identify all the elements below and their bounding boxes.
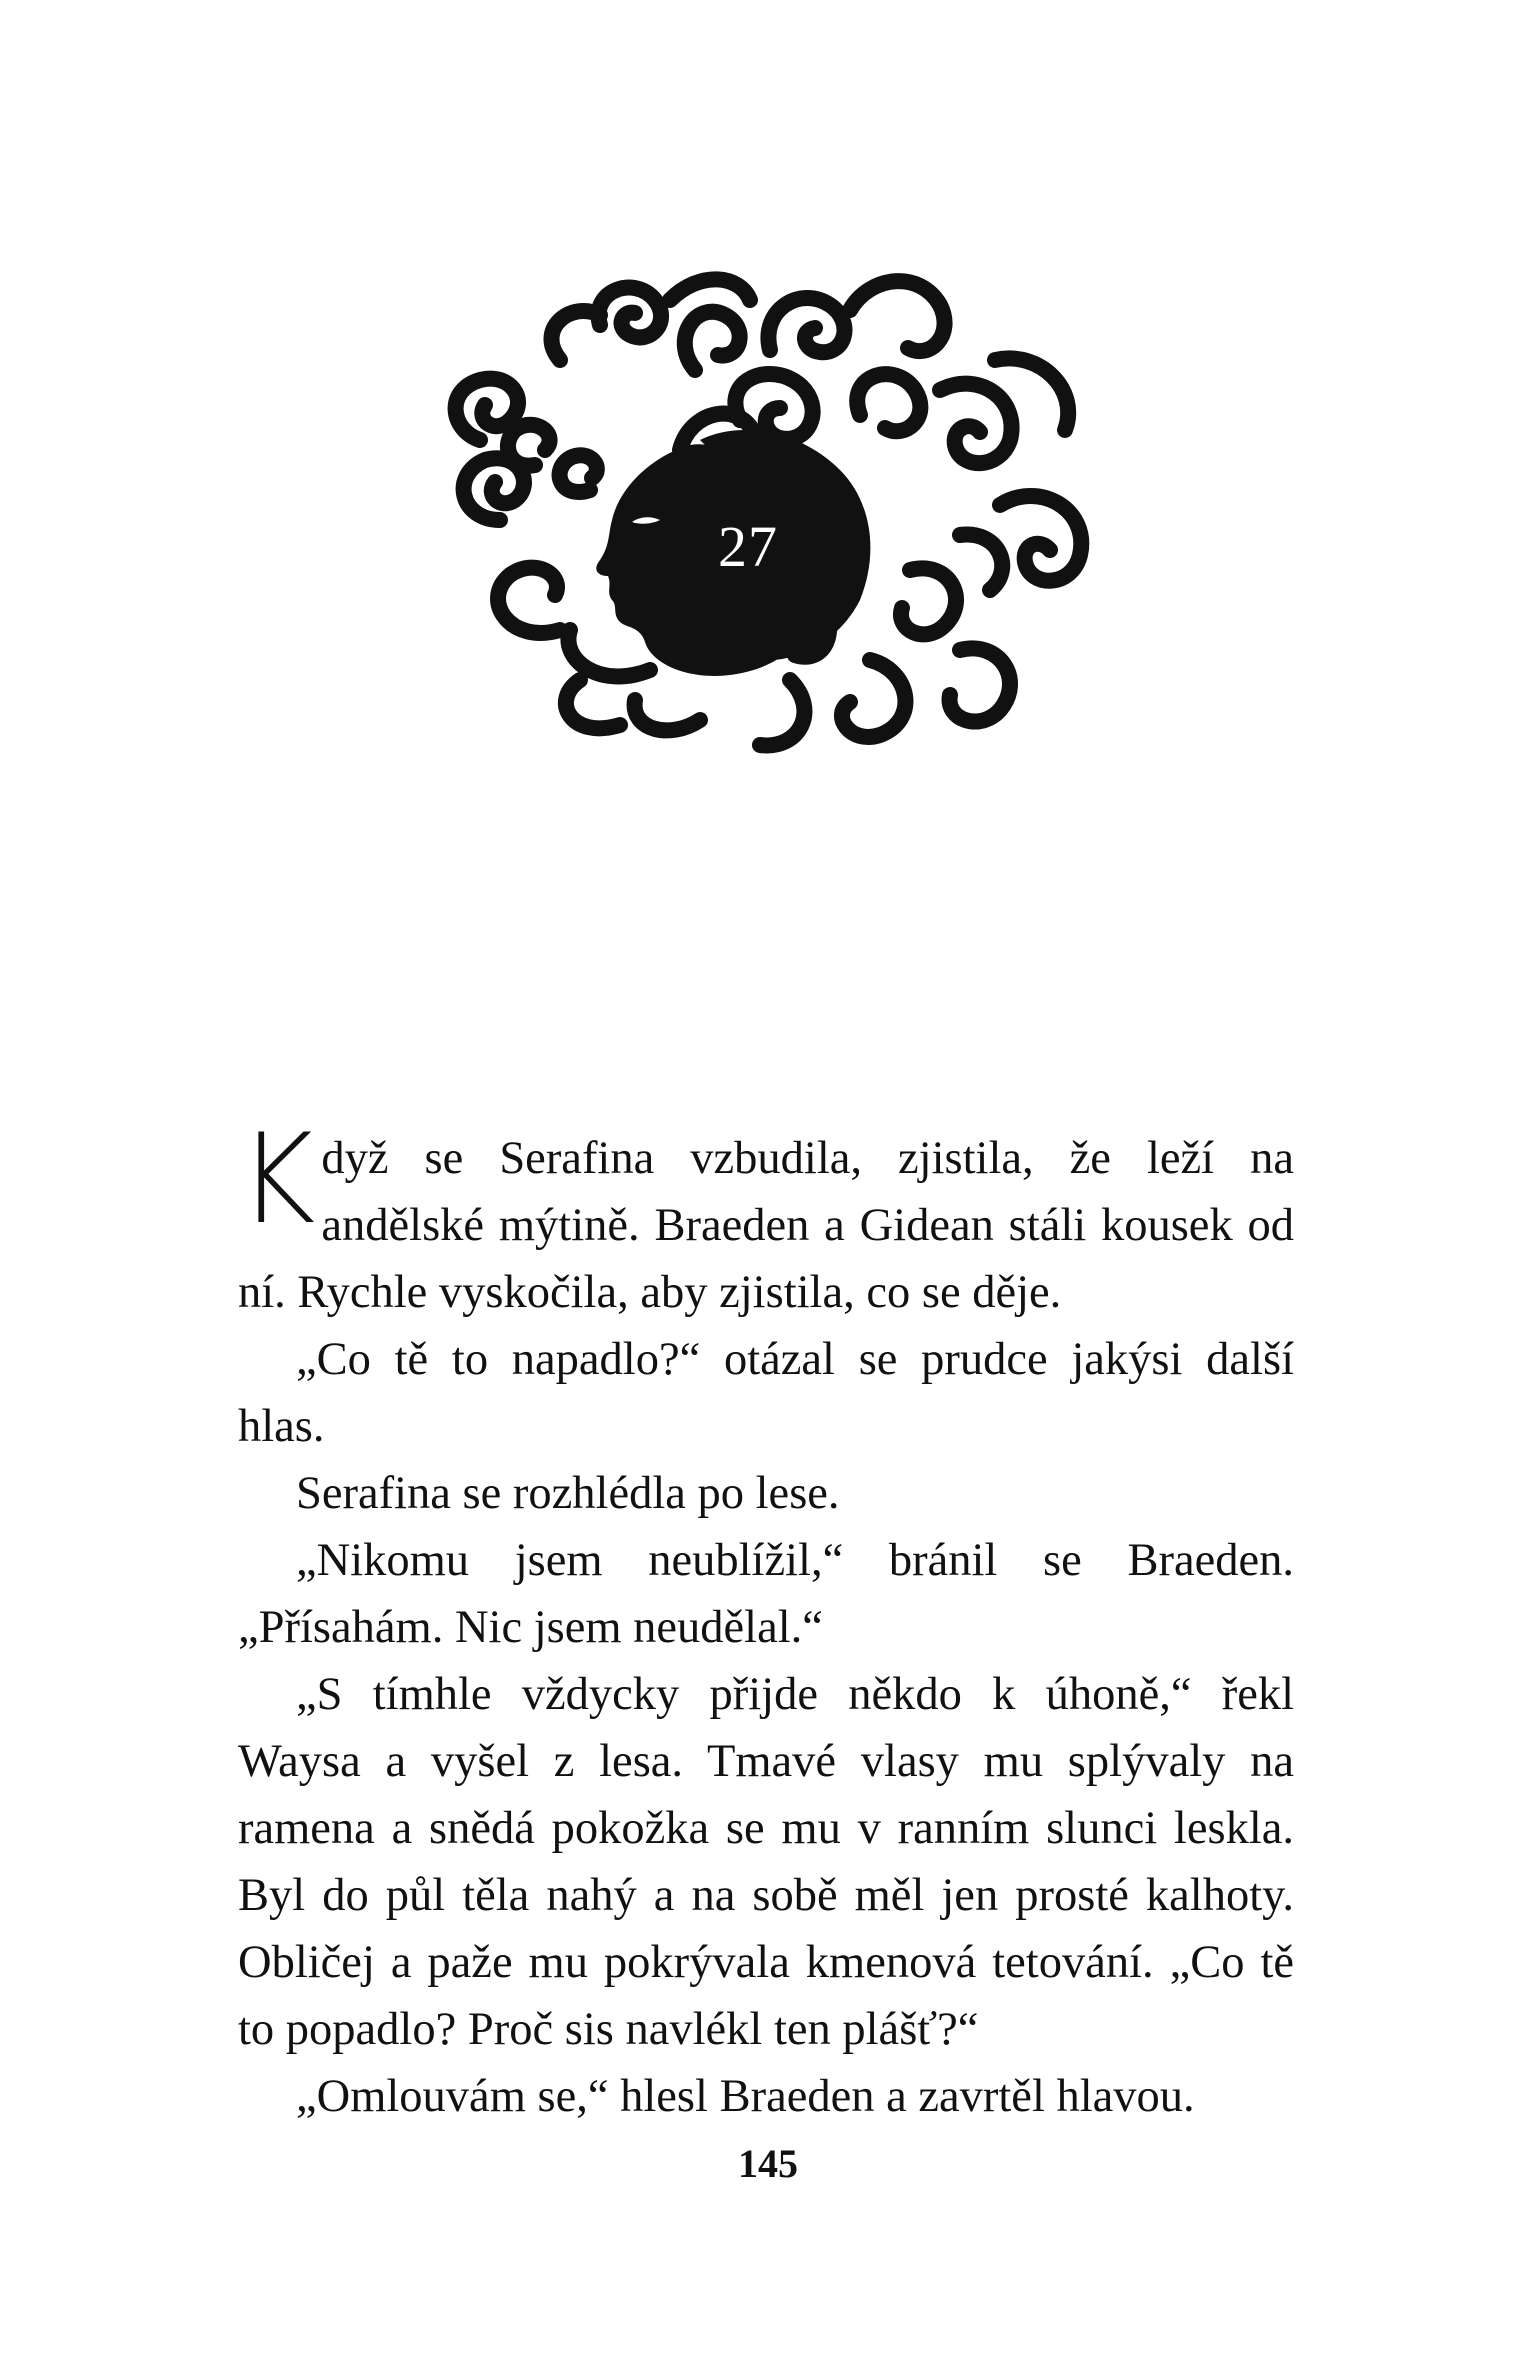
first-paragraph-text: dyž se Serafina vzbudila, zjistila, že leží na andělské mýtině. Braeden a Gidean stáli kousek od ní. Rychle vyskočila, aby zjistila, co se děje. bbox=[238, 1133, 1294, 1318]
paragraph: Serafina se rozhlédla po lese. bbox=[296, 1468, 840, 1519]
chapter-number: 27 bbox=[718, 514, 778, 579]
first-paragraph bbox=[238, 1106, 1294, 1326]
paragraph: „Co tě to napadlo?“ otázal se prudce jakýsi další hlas. bbox=[238, 1334, 1294, 1452]
page-number: 145 bbox=[738, 2141, 798, 2186]
paragraph: „Nikomu jsem neublížil,“ bránil se Braeden. „Přísahám. Nic jsem neudělal.“ bbox=[238, 1535, 1294, 1653]
chapter-body bbox=[238, 1106, 1294, 2130]
drop-cap: K bbox=[238, 1106, 316, 1252]
paragraph: „Omlouvám se,“ hlesl Braeden a zavrtěl hlavou. bbox=[296, 2071, 1195, 2122]
paragraph: „S tímhle vždycky přijde někdo k úhoně,“ řekl Waysa a vyšel z lesa. Tmavé vlasy mu splývaly na ramena a snědá pokožka se mu v ranním slunci leskla. Byl do půl těla nahý a na sobě měl jen prosté kalhoty. Obličej a paže mu pokrývala kmenová tetování. „Co tě to popadlo? Proč sis navlékl ten plášť?“ bbox=[238, 1669, 1294, 2055]
